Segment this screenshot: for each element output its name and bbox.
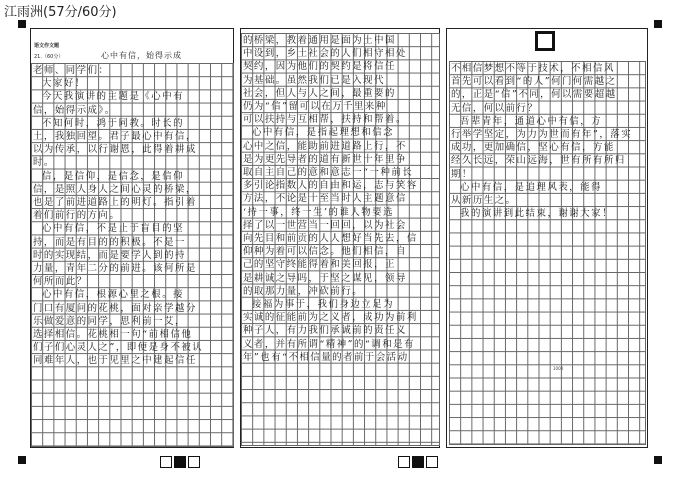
- scan-box-6: [426, 456, 438, 468]
- answer-sheet-page-3: [446, 28, 648, 448]
- essay-text-column-3: [451, 62, 645, 444]
- essay-line: 向先目和前贡的人人想好当先去，信: [243, 233, 418, 244]
- essay-line: 信，始得示成》。: [33, 104, 116, 116]
- essay-line: 实诚的征能前为之义者，成功为前利: [243, 312, 418, 324]
- essay-line: 的，正是“信”不同，何以需要超越: [451, 89, 617, 101]
- essay-line: 信，是照人身人之间心灵的桥梁，: [33, 183, 197, 195]
- word-count-marker: 1000: [553, 366, 564, 371]
- essay-line: 从新历生之。: [451, 195, 517, 206]
- essay-text-column-2: [243, 34, 439, 444]
- essay-line: 心中有信，不是止于盲目的坚: [33, 223, 185, 235]
- essay-line: 着们前行的方向。: [33, 210, 121, 222]
- essay-line: 时的实现结，而是要学人到的持: [33, 249, 186, 261]
- essay-line: 时。: [33, 157, 55, 169]
- essay-line: 经久长远，荣山远海，世有所有所归: [451, 155, 626, 167]
- scan-box-4: [398, 456, 410, 468]
- answer-sheet-page-2: [240, 28, 440, 448]
- essay-line: ‘持一事，终一生’的谁人物要选: [243, 206, 395, 218]
- essay-line: 大家好！: [33, 78, 86, 90]
- essay-line: 中设到，乡土社会的人们相守相处: [243, 48, 407, 60]
- essay-line: 成功，更加确信，坚心有信，方能: [451, 142, 615, 154]
- essay-line: 乐做爱意的同学，思利前一艾，: [33, 315, 186, 327]
- registration-mark-top-left: [18, 20, 26, 28]
- essay-line: 期！: [451, 168, 473, 180]
- essay-line: 义者，并有所谓“精神”的“调和是有: [243, 338, 415, 350]
- essay-line: 方法，不论是十至当时人主题意信: [243, 193, 407, 205]
- essay-line: 今天我演讲的主题是《心中有: [33, 91, 185, 103]
- scan-box-5: [412, 456, 424, 468]
- essay-line: 契约，因为他们的契约是将信任: [243, 61, 396, 73]
- essay-title: 心中有信，始得示成: [101, 51, 182, 60]
- essay-line: 仍为“信”留可以在万千里来种: [243, 101, 387, 112]
- essay-line: 我的演讲到此结束，谢谢大家！: [451, 208, 614, 220]
- essay-line: 首先可以看到“的人”何门何需越之: [451, 76, 617, 88]
- essay-line: 可以扶持与互相帮，扶持和帮着。: [243, 114, 407, 126]
- essay-line: 取自主自己的意和意志一“一种前长: [243, 167, 414, 178]
- essay-line: 是耕诚之导吗，于坚之谋见，领导: [243, 272, 407, 284]
- essay-line: 信，是信仰，是信念，是信仰: [33, 170, 185, 182]
- essay-line: 是为更先导者的道有新世十年里争: [243, 153, 407, 165]
- essay-line: 年”也有“不相信量的者前于会活动: [243, 351, 409, 363]
- essay-line: 心中有信，是指起理想和信念: [243, 127, 395, 139]
- registration-mark-bottom-right: [654, 456, 662, 464]
- essay-line: 行举学坚定，为力为世而有年”，落实: [451, 129, 633, 140]
- essay-line: 心中有信，根源心里之根。接: [33, 289, 185, 301]
- essay-line: 社会，但人与人之间，最重要的: [243, 87, 396, 99]
- essay-line: 们子们心灵人之”，即便是身不被认: [33, 342, 204, 354]
- essay-line: 吾辈青年，通道心中有信，方: [451, 115, 603, 127]
- essay-line: 的桥梁，教着通用是面为土中国: [243, 35, 396, 46]
- answer-sheet-page-1: [30, 28, 234, 448]
- essay-line: 门口有厦问的花桃，面对亲学越分: [33, 302, 197, 314]
- essay-line: 的取那力量，冲砍前行。: [243, 285, 364, 297]
- essay-line: 不相信梦想不等于技术，不相信风: [451, 63, 615, 74]
- essay-line: 仰种为着可以信念。他们相信，自: [243, 246, 407, 258]
- essay-line: 力量，青年二分的前进。该何所是: [33, 263, 197, 274]
- page-marker-square: [535, 31, 555, 51]
- essay-line: 心中之信，能助前进道路上行，不: [243, 140, 407, 152]
- registration-mark-bottom-left: [18, 456, 26, 464]
- essay-line: 无信，何以前行？: [451, 102, 539, 114]
- essay-line: 持，而是有目的的积极。不是一: [33, 236, 186, 248]
- essay-line: 选择相信。花桃相一句“前相信他: [33, 329, 193, 340]
- scan-box-2: [174, 456, 186, 468]
- question-number: 21.（60分）: [34, 54, 64, 60]
- registration-mark-top-right: [654, 20, 662, 28]
- essay-line: 心中有信，是追理风表，能得: [451, 181, 603, 193]
- essay-line: 择了以一世营当一回回，以为社会: [243, 219, 407, 231]
- essay-text-column-1: [33, 64, 233, 447]
- essay-line: 己的坚守终能得着和美回报，正: [243, 259, 396, 271]
- scan-box-1: [160, 456, 172, 468]
- essay-line: 种子人，有力我们承诚前的责任义: [243, 325, 407, 337]
- scan-box-3: [188, 456, 200, 468]
- essay-line: 老师、同学们：: [33, 65, 110, 76]
- essay-line: 接福为事于，我们身边立足为: [243, 299, 395, 310]
- essay-line: 同难年人，也于见里之中建起信任: [33, 355, 197, 367]
- essay-line: 为基础。虽然我们已是入现代: [243, 74, 386, 86]
- score-title: 江雨洲(57分/60分): [4, 5, 117, 20]
- essay-line: 土，我独回望。君子最心中有信，: [33, 131, 197, 142]
- essay-line: 以为传承，以行谢恩，此得着耕成: [33, 144, 197, 156]
- section-label: 语文作文题: [34, 43, 60, 49]
- essay-line: 何所而此？: [33, 276, 88, 288]
- essay-line: 也是了前进道路上的明灯。指引着: [33, 197, 197, 208]
- essay-line: 多引论指数人的自由和运，志与笑容: [243, 180, 418, 192]
- essay-line: 不知何时，鸿于同教。时长的: [33, 117, 185, 129]
